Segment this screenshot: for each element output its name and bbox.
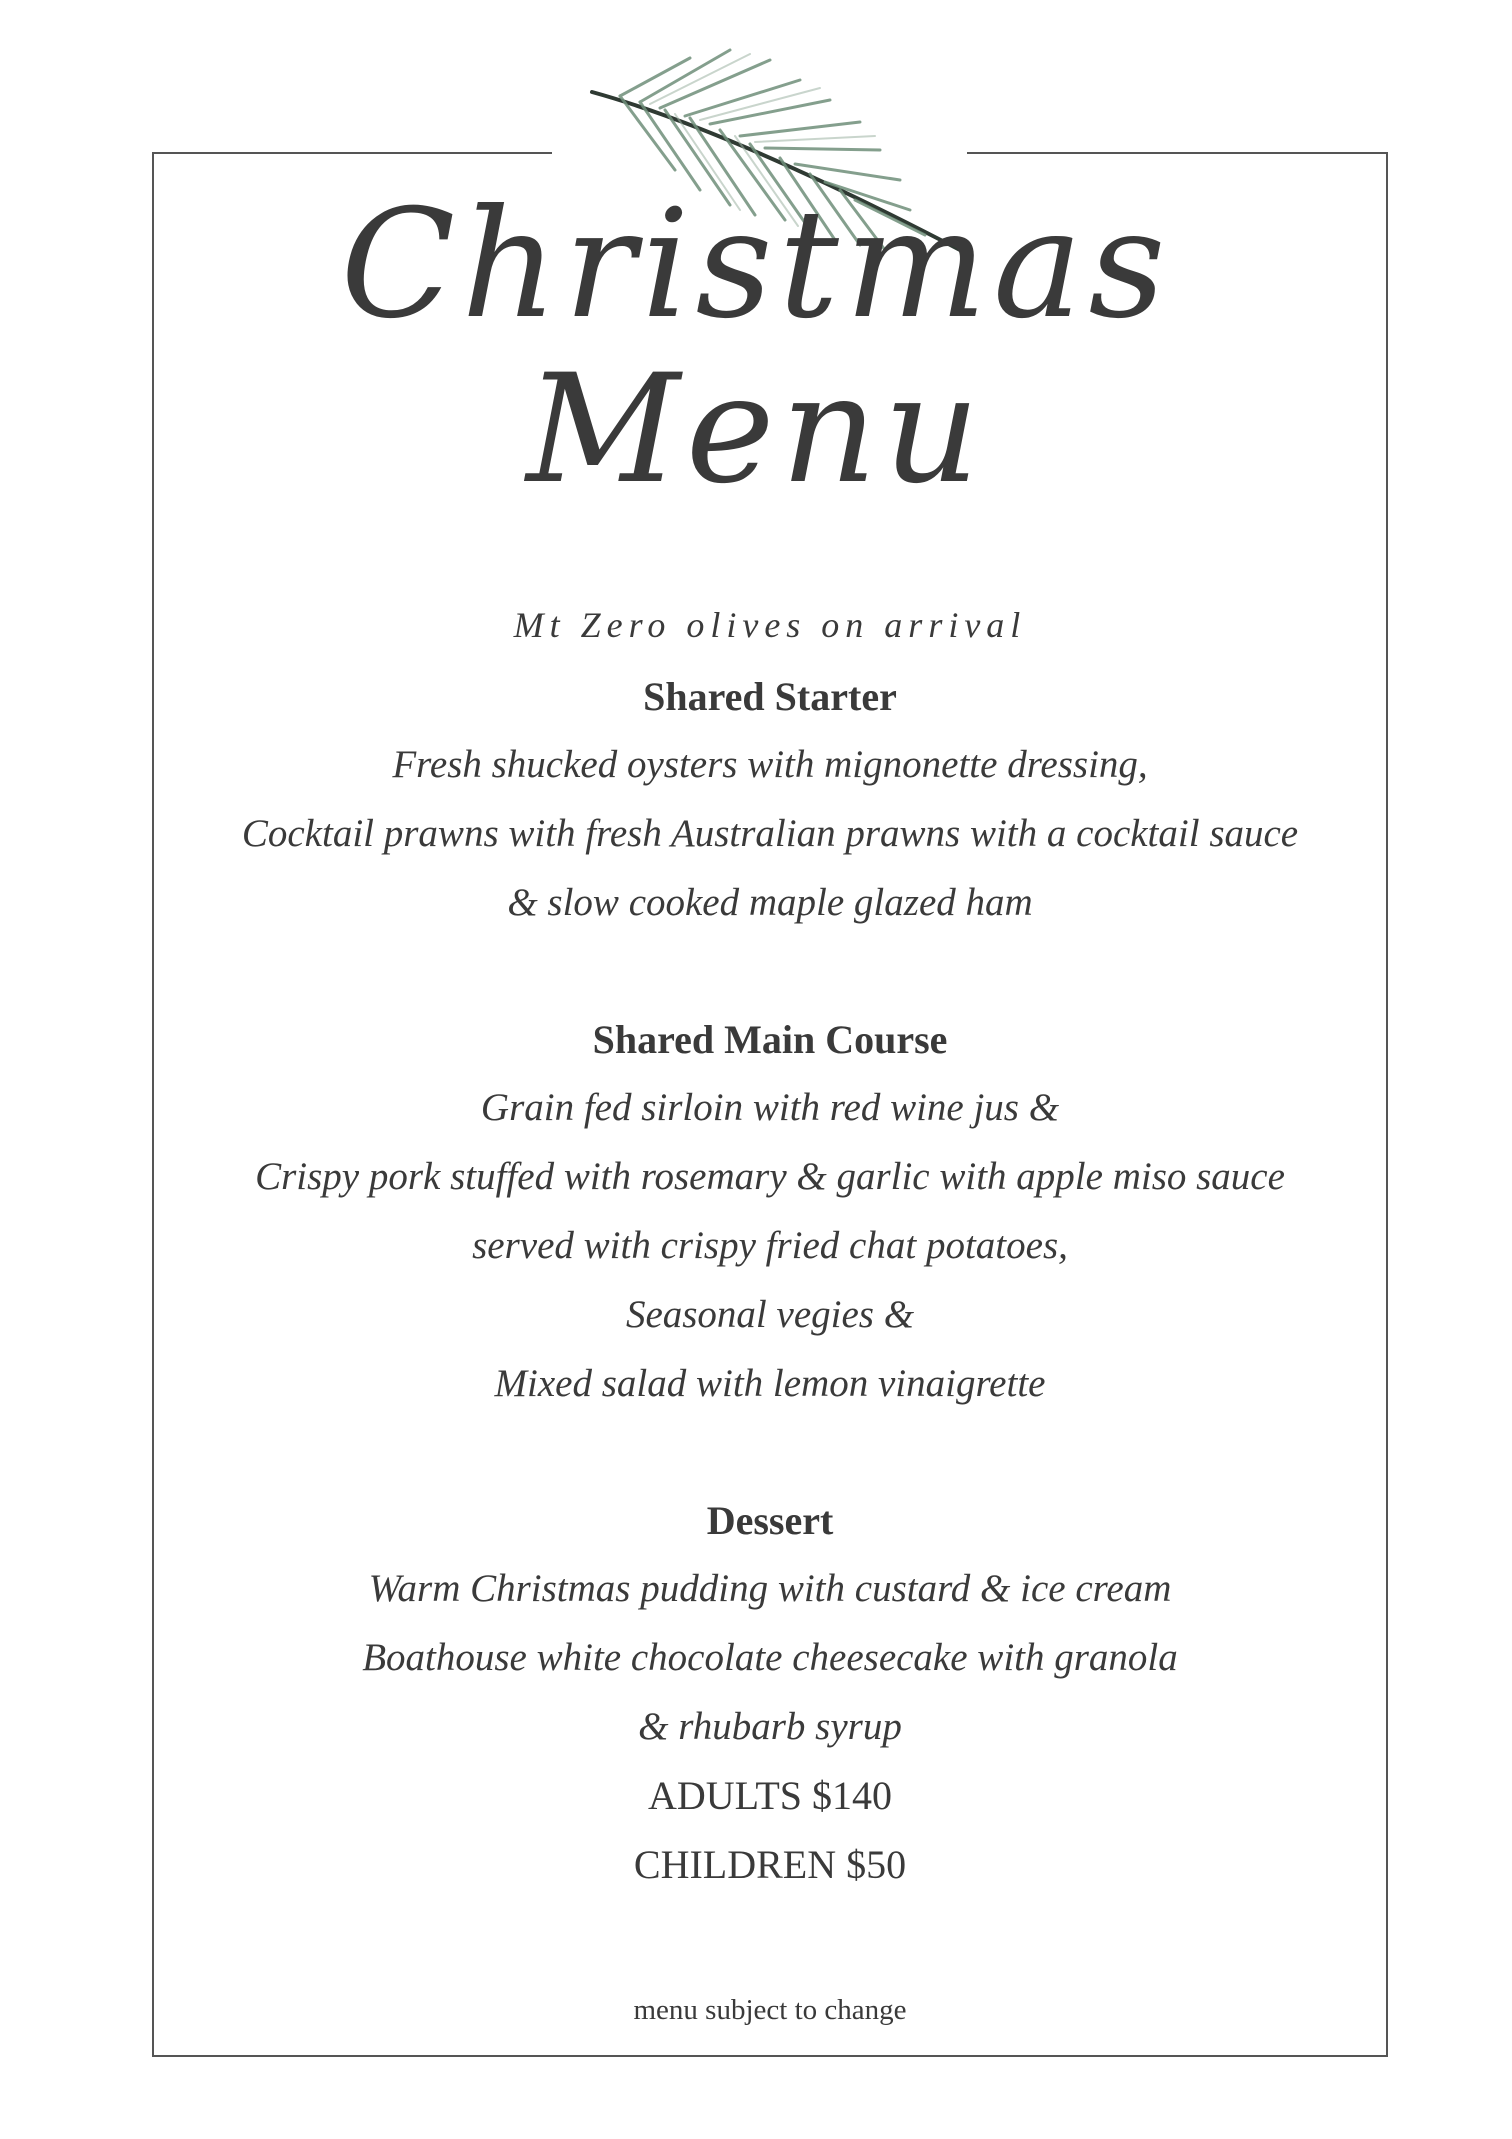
- section-spacer: [152, 937, 1388, 1007]
- footnote: menu subject to change: [633, 1994, 907, 2026]
- arrival-note: Mt Zero olives on arrival: [513, 605, 1027, 645]
- section-heading: Shared Main Course: [592, 1017, 948, 1062]
- menu-item: Warm Christmas pudding with custard & ice cream: [368, 1567, 1172, 1610]
- section-heading: Dessert: [706, 1498, 834, 1543]
- menu-item: Fresh shucked oysters with mignonette dressing,: [392, 743, 1148, 786]
- section-shared-starter: [152, 664, 1388, 937]
- section-shared-main-course: [152, 1007, 1388, 1418]
- menu-item: & slow cooked maple glazed ham: [507, 881, 1033, 924]
- section-heading: Shared Starter: [643, 674, 897, 719]
- menu-content: [152, 600, 1388, 1899]
- section-spacer: [152, 1418, 1388, 1488]
- menu-item: Grain fed sirloin with red wine jus &: [480, 1086, 1060, 1129]
- price-children: CHILDREN $50: [633, 1842, 907, 1887]
- menu-item: served with crispy fried chat potatoes,: [472, 1224, 1068, 1267]
- price-adults: ADULTS $140: [647, 1773, 893, 1818]
- menu-item: & rhubarb syrup: [638, 1705, 902, 1748]
- menu-item: Seasonal vegies &: [625, 1293, 915, 1336]
- menu-item: Boathouse white chocolate cheesecake with granola: [362, 1636, 1178, 1679]
- menu-item: Cocktail prawns with fresh Australian prawns with a cocktail sauce: [241, 812, 1299, 855]
- menu-item: Crispy pork stuffed with rosemary & garlic with apple miso sauce: [255, 1155, 1285, 1198]
- menu-item: Mixed salad with lemon vinaigrette: [494, 1362, 1046, 1405]
- menu-title-line1: Christmas: [340, 178, 1172, 352]
- section-dessert: [152, 1488, 1388, 1761]
- menu-title-line2: Menu: [526, 343, 986, 517]
